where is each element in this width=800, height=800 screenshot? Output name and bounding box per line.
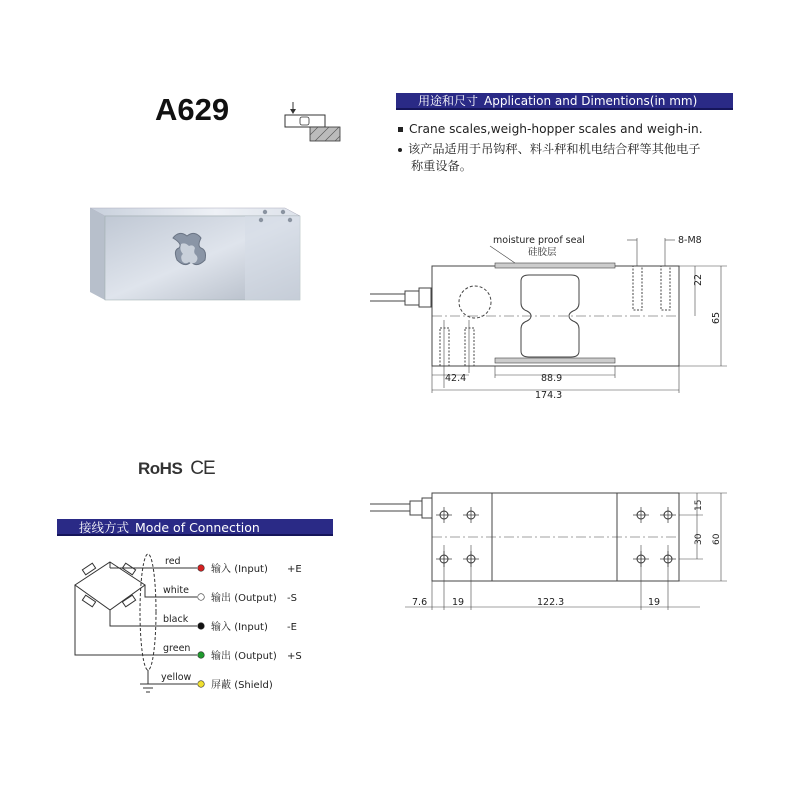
dim-19-left: 19 <box>452 597 465 608</box>
wire-black-sign: -E <box>287 622 297 633</box>
model-title: A629 <box>155 92 230 127</box>
bullet-2-text: 该产品适用于吊钩秤、料斗秤和机电结合秤等其他电子 <box>408 142 701 156</box>
bullet-1-text: Crane scales,weigh-hopper scales and weigh-in. <box>409 122 703 136</box>
connection-title-en: Mode of Connection <box>135 520 260 535</box>
application-banner <box>396 93 733 110</box>
wire-green-sign: +S <box>287 651 302 662</box>
dim-30: 30 <box>694 533 704 545</box>
wire-red-name: red <box>165 556 181 567</box>
terminal-red-icon <box>198 565 205 572</box>
bullet-2 <box>398 141 738 175</box>
bullet-2-text-cont: 称重设备。 <box>411 159 472 173</box>
svg-text:输出 (Output) <box>211 649 277 662</box>
bullet-dot-icon <box>398 148 402 152</box>
terminal-black-icon <box>198 623 205 630</box>
certification-marks <box>138 458 215 480</box>
svg-text:屏蔽 (Shield) <box>211 678 273 691</box>
dim-88-9: 88.9 <box>541 373 563 384</box>
connection-banner <box>57 519 333 536</box>
seal-label-en: moisture proof seal <box>493 235 585 246</box>
wire-black-label-cn: 输入 <box>211 622 231 633</box>
seal-label-cn: 硅胶层 <box>528 247 557 258</box>
dim-65: 65 <box>711 311 722 324</box>
ce-mark: CE <box>190 458 215 479</box>
application-title-en: Application and Dimentions(in mm) <box>484 94 698 108</box>
cable-gland <box>405 291 419 305</box>
wire-red-sign: +E <box>287 564 302 575</box>
dim-19-right: 19 <box>648 597 661 608</box>
wiring-diagram <box>65 550 335 710</box>
wire-white-label-cn: 输出 <box>211 593 231 604</box>
top-view-drawing <box>365 228 740 403</box>
dim-42-4: 42.4 <box>445 373 467 384</box>
terminal-yellow-icon <box>198 681 205 688</box>
wire-yellow-label-en: (Shield) <box>234 680 273 691</box>
wire-yellow-name: yellow <box>161 672 192 683</box>
wire-white-name: white <box>163 585 189 596</box>
dim-60: 60 <box>712 533 722 545</box>
wire-green-name: green <box>163 643 191 654</box>
thread-label: 8-M8 <box>678 235 702 246</box>
load-cell-photo <box>85 200 310 310</box>
wire-white-sign: -S <box>287 593 297 604</box>
terminal-green-icon <box>198 652 205 659</box>
wire-red-label-cn: 输入 <box>211 564 231 575</box>
svg-text:输出 (Output) <box>211 591 277 604</box>
bottom-view-drawing <box>365 485 740 615</box>
wire-white-label-en: (Output) <box>234 593 277 604</box>
wire-red-label-en: (Input) <box>234 564 268 575</box>
svg-text:输入 (Input) <box>211 620 268 633</box>
bullet-square-icon <box>398 127 403 132</box>
rohs-mark: RoHS <box>138 459 183 478</box>
svg-text:输入 (Input) <box>211 562 268 575</box>
wire-green-label-en: (Output) <box>234 651 277 662</box>
connection-title-cn: 接线方式 <box>79 520 130 535</box>
dim-22: 22 <box>693 273 704 286</box>
wire-green-label-cn: 输出 <box>211 651 231 662</box>
terminal-white-icon <box>198 594 205 601</box>
dim-7-6: 7.6 <box>412 597 428 608</box>
application-title-cn: 用途和尺寸 <box>418 94 479 108</box>
wire-black-label-en: (Input) <box>234 622 268 633</box>
dim-174-3: 174.3 <box>535 390 563 401</box>
wire-black-name: black <box>163 614 189 625</box>
dim-122-3: 122.3 <box>537 597 565 608</box>
dim-15: 15 <box>694 499 704 511</box>
wire-yellow-label-cn: 屏蔽 <box>211 680 231 691</box>
bullet-1 <box>398 121 703 138</box>
load-direction-icon <box>280 100 350 148</box>
